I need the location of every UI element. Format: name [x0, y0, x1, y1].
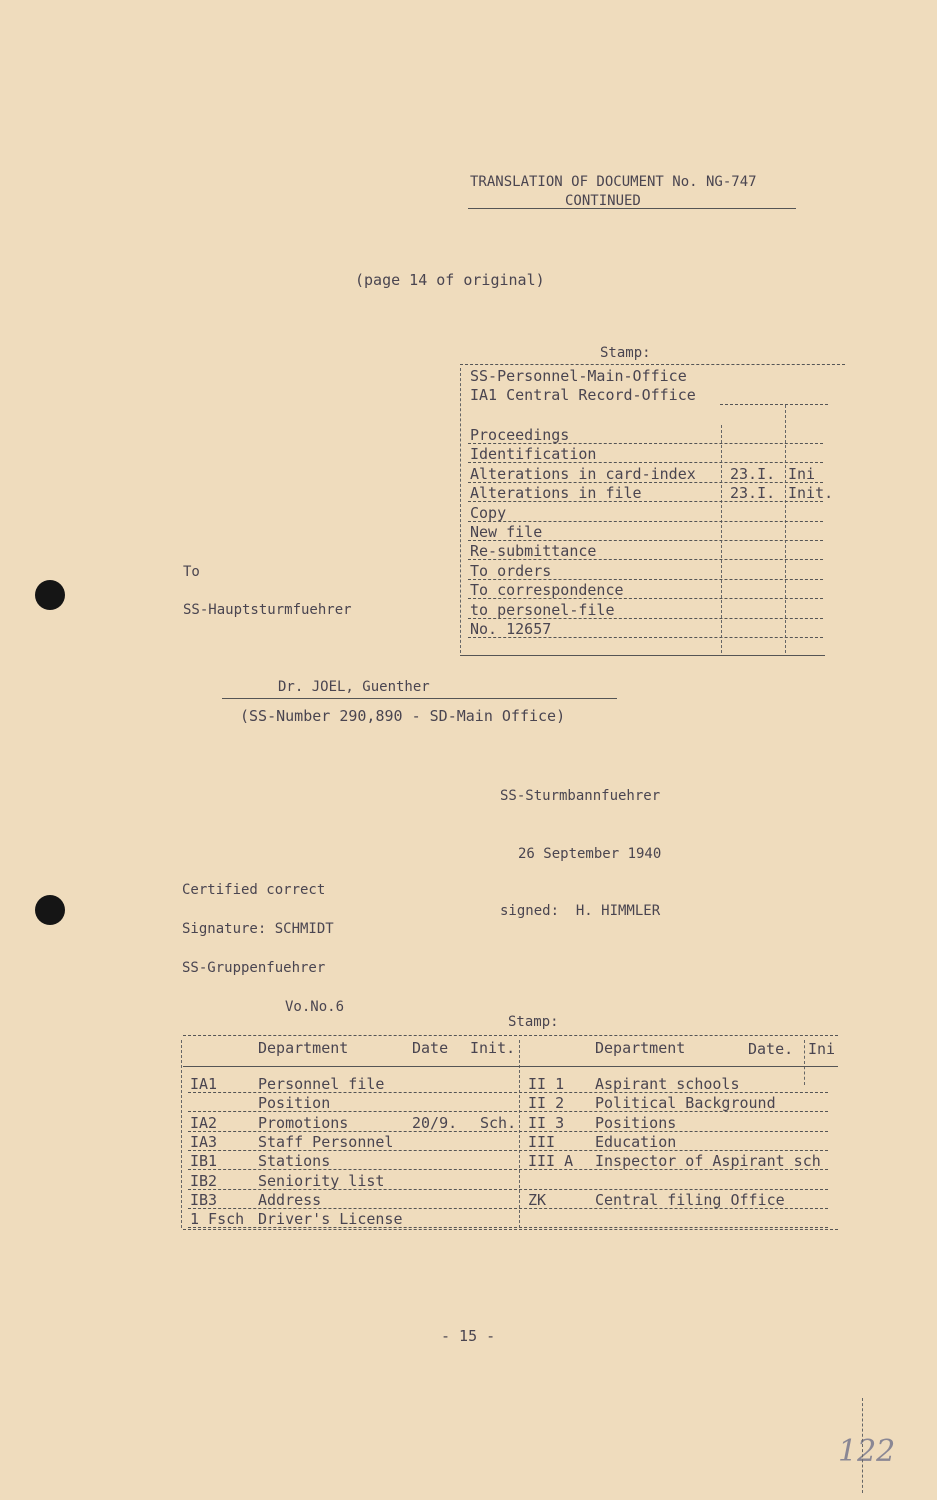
- stamp2-row-department: Promotions: [258, 1114, 349, 1132]
- stamp1-bottom-line: [460, 655, 825, 656]
- sender-date: 26 September 1940: [518, 846, 662, 862]
- stamp1-row-label: Alterations in file: [470, 484, 642, 502]
- addressee-name: Dr. JOEL, Guenther: [278, 679, 430, 695]
- stamp2-label: Stamp:: [508, 1014, 559, 1030]
- stamp1-row-line: [468, 540, 823, 541]
- stamp1-row-label: Re-submittance: [470, 542, 597, 560]
- stamp1-record-office: IA1 Central Record-Office: [470, 386, 696, 404]
- vo-number: Vo.No.6: [285, 999, 345, 1015]
- document-title: TRANSLATION OF DOCUMENT No. NG-747: [470, 174, 757, 190]
- stamp2-row-line: [188, 1092, 828, 1093]
- stamp1-row-date: 23.I.: [730, 484, 776, 502]
- stamp1-row-label: Alterations in card-index: [470, 465, 696, 483]
- stamp2-row-department: Stations: [258, 1152, 331, 1170]
- stamp1-row-label: Copy: [470, 504, 507, 522]
- stamp2-row-line: [188, 1227, 828, 1228]
- stamp1-row-label: Identification: [470, 445, 597, 463]
- stamp2-row-code-2: II 1: [528, 1075, 565, 1093]
- stamp1-row-label: To orders: [470, 562, 552, 580]
- stamp1-row-label: No. 12657: [470, 620, 552, 638]
- stamp2-right-col: [804, 1040, 805, 1085]
- stamp2-left-border: [181, 1040, 182, 1228]
- certified-correct: Certified correct: [182, 882, 326, 898]
- stamp1-row-label: Proceedings: [470, 426, 570, 444]
- stamp2-mid-col: [519, 1040, 520, 1228]
- punch-hole-top: [35, 580, 65, 610]
- punch-hole-bottom: [35, 895, 65, 925]
- stamp2-row-code: IB1: [190, 1152, 218, 1170]
- header-date: Date: [412, 1039, 449, 1057]
- stamp2-row-department-2: Education: [595, 1133, 677, 1151]
- stamp2-row-code: IB2: [190, 1172, 218, 1190]
- stamp1-row-label: New file: [470, 523, 543, 541]
- stamp1-row-line: [468, 637, 823, 638]
- stamp2-top-line: [183, 1035, 838, 1036]
- document-subtitle: CONTINUED: [565, 193, 641, 209]
- stamp2-row-code: IB3: [190, 1191, 218, 1209]
- stamp1-office: SS-Personnel-Main-Office: [470, 367, 687, 385]
- header-department-2: Department: [595, 1039, 686, 1057]
- stamp2-bottom-line: [183, 1229, 838, 1230]
- margin-mark: [862, 1398, 863, 1493]
- stamp2-row-code: IA1: [190, 1075, 218, 1093]
- stamp2-row-department-2: Political Background: [595, 1094, 776, 1112]
- stamp2-row-line: [188, 1111, 828, 1112]
- stamp2-row-code-2: ZK: [528, 1191, 547, 1209]
- stamp2-row-line: [188, 1150, 828, 1151]
- stamp2-row-department-2: Aspirant schools: [595, 1075, 740, 1093]
- stamp2-row-department: Seniority list: [258, 1172, 385, 1190]
- stamp2-row-code: IA2: [190, 1114, 218, 1132]
- stamp2-row-line: [188, 1208, 828, 1209]
- stamp1-row-init: Init.: [788, 484, 834, 502]
- stamp2-row-date: 20/9.: [412, 1114, 458, 1132]
- stamp1-row-label: To correspondence: [470, 581, 624, 599]
- stamp1-top-line: [460, 364, 845, 365]
- certifier-signature: Signature: SCHMIDT: [182, 921, 334, 937]
- stamp2-row-line: [188, 1189, 828, 1190]
- addressee-rank: SS-Hauptsturmfuehrer: [183, 602, 352, 618]
- stamp1-row-line: [468, 501, 823, 502]
- addressee-number: (SS-Number 290,890 - SD-Main Office): [240, 707, 566, 725]
- stamp1-row-line: [468, 521, 823, 522]
- stamp2-row-department: Staff Personnel: [258, 1133, 394, 1151]
- stamp1-row-line: [468, 598, 823, 599]
- certifier-rank: SS-Gruppenfuehrer: [182, 960, 326, 976]
- stamp2-row-code-2: III: [528, 1133, 556, 1151]
- header-department: Department: [258, 1039, 349, 1057]
- stamp1-label: Stamp:: [600, 345, 651, 361]
- stamp2-row-department: Address: [258, 1191, 322, 1209]
- stamp1-row-line: [468, 462, 823, 463]
- stamp2-row-line: [188, 1131, 828, 1132]
- stamp2-row-department-2: Positions: [595, 1114, 677, 1132]
- title-underline: [468, 208, 796, 209]
- stamp2-row-department: Position: [258, 1094, 331, 1112]
- stamp1-row-init: Ini: [788, 465, 816, 483]
- stamp1-row-line: [468, 579, 823, 580]
- stamp1-row-date: 23.I.: [730, 465, 776, 483]
- page-reference: (page 14 of original): [355, 271, 545, 289]
- stamp2-row-code-2: II 2: [528, 1094, 565, 1112]
- stamp1-row-line: [468, 618, 823, 619]
- stamp1-row-line: [468, 443, 823, 444]
- signature-line: signed: H. HIMMLER: [500, 903, 661, 919]
- header-date-2: Date.: [748, 1040, 794, 1058]
- stamp1-left-border: [460, 368, 461, 653]
- stamp1-row-line: [468, 482, 823, 483]
- stamp1-row-line: [468, 559, 823, 560]
- stamp2-row-code-2: III A: [528, 1152, 574, 1170]
- stamp2-row-department: Personnel file: [258, 1075, 385, 1093]
- name-underline: [222, 698, 617, 699]
- header-init-2: Ini: [808, 1040, 836, 1058]
- to-label: To: [183, 564, 200, 580]
- stamp2-row-code: IA3: [190, 1133, 218, 1151]
- handwritten-number: 122: [838, 1434, 896, 1469]
- stamp2-row-department: Driver's License: [258, 1210, 403, 1228]
- stamp1-header-line: [720, 404, 828, 405]
- stamp2-row-department-2: Central filing Office: [595, 1191, 785, 1209]
- header-init: Init.: [470, 1039, 516, 1057]
- stamp2-header-line: [183, 1066, 838, 1067]
- stamp2-row-code: 1 Fsch: [190, 1210, 245, 1228]
- stamp2-row-init: Sch.: [480, 1114, 517, 1132]
- sender-rank: SS-Sturmbannfuehrer: [500, 788, 661, 804]
- stamp2-row-line: [188, 1169, 828, 1170]
- stamp1-row-label: to personel-file: [470, 601, 615, 619]
- page-number: - 15 -: [441, 1327, 496, 1345]
- stamp2-row-department-2: Inspector of Aspirant sch: [595, 1152, 821, 1170]
- stamp2-row-code-2: II 3: [528, 1114, 565, 1132]
